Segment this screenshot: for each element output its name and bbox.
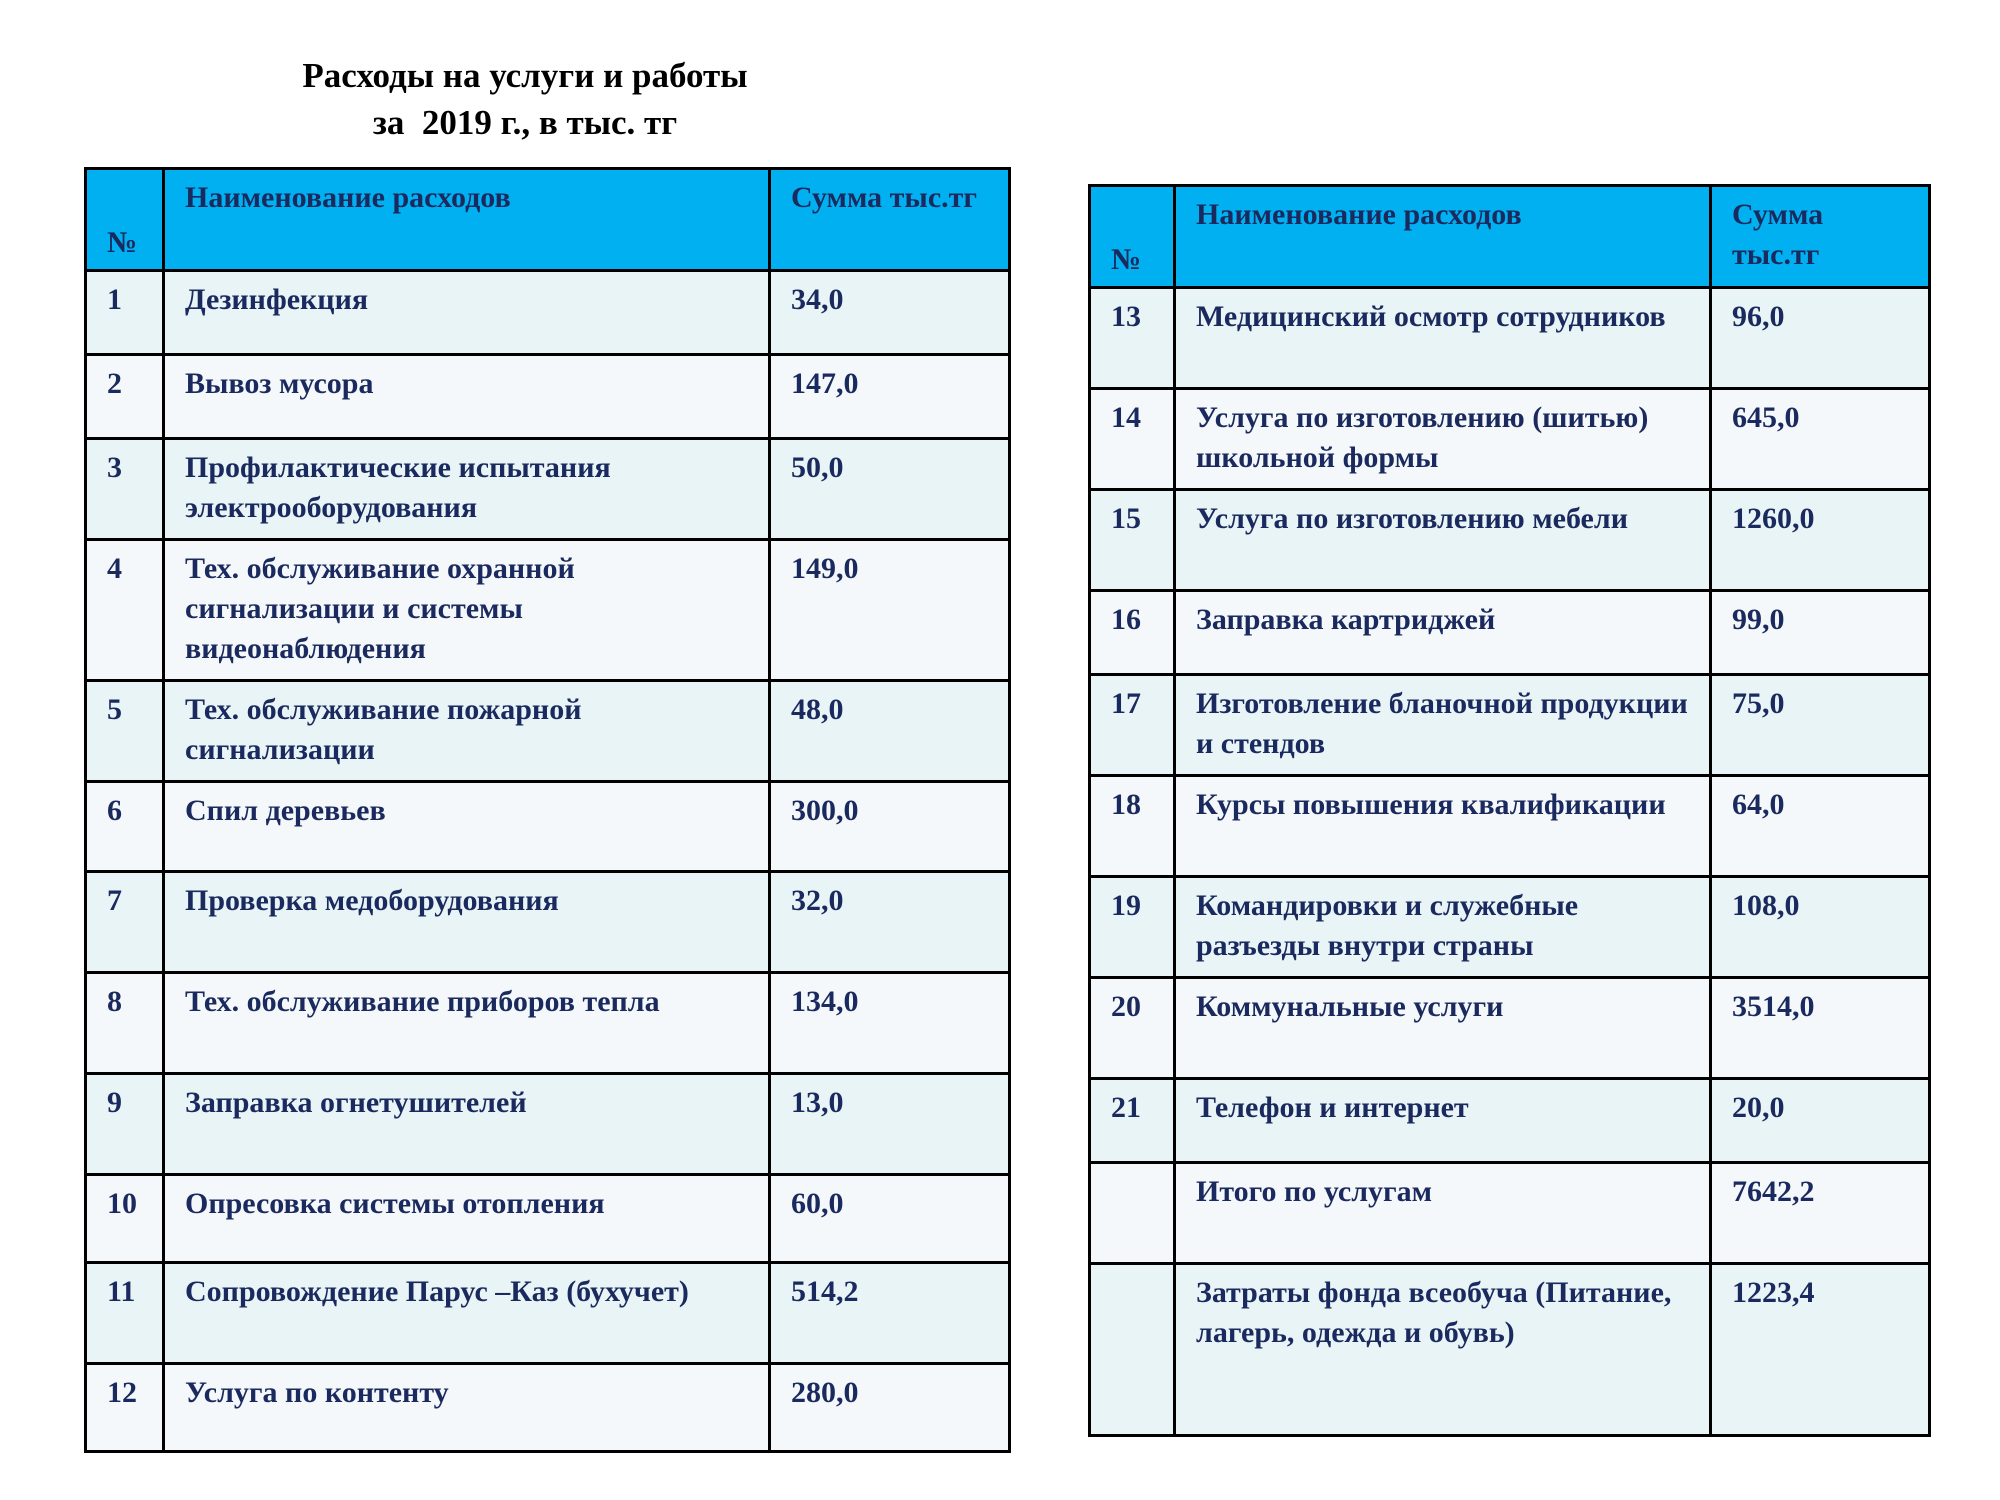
expense-name: Проверка медоборудования <box>164 872 770 973</box>
expense-sum: 60,0 <box>770 1175 1010 1263</box>
expense-name: Затраты фонда всеобуча (Питание, лагерь, одежда и обувь) <box>1175 1264 1711 1436</box>
expense-name: Опресовка системы отопления <box>164 1175 770 1263</box>
table-row <box>1090 978 1930 1079</box>
title-line-1: Расходы на услуги и работы <box>302 56 748 95</box>
page-title <box>220 52 830 146</box>
row-number: 9 <box>86 1074 164 1175</box>
expense-sum: 75,0 <box>1711 675 1930 776</box>
table-row <box>86 355 1010 439</box>
header-sum: Сумма тыс.тг <box>1711 186 1930 288</box>
table-row <box>1090 389 1930 490</box>
expense-name: Курсы повышения квалификации <box>1175 776 1711 877</box>
row-number: 17 <box>1090 675 1175 776</box>
table-row <box>86 782 1010 872</box>
row-number: 19 <box>1090 877 1175 978</box>
table-row <box>1090 1264 1930 1436</box>
expense-sum: 50,0 <box>770 439 1010 540</box>
row-number <box>1090 1264 1175 1436</box>
row-number: 10 <box>86 1175 164 1263</box>
expense-sum: 96,0 <box>1711 288 1930 389</box>
table-row <box>1090 877 1930 978</box>
row-number: 21 <box>1090 1079 1175 1163</box>
row-number: 20 <box>1090 978 1175 1079</box>
expense-name: Услуга по изготовлению (шитью) школьной формы <box>1175 389 1711 490</box>
expense-sum: 20,0 <box>1711 1079 1930 1163</box>
row-number: 1 <box>86 271 164 355</box>
expense-name: Услуга по изготовлению мебели <box>1175 490 1711 591</box>
expense-name: Медицинский осмотр сотрудников <box>1175 288 1711 389</box>
expense-sum: 134,0 <box>770 973 1010 1074</box>
table-row <box>1090 1079 1930 1163</box>
expense-sum: 147,0 <box>770 355 1010 439</box>
expense-sum: 34,0 <box>770 271 1010 355</box>
expense-sum: 7642,2 <box>1711 1163 1930 1264</box>
row-number: 18 <box>1090 776 1175 877</box>
expenses-table-right <box>1088 184 1931 1437</box>
row-number: 7 <box>86 872 164 973</box>
expense-name: Итого по услугам <box>1175 1163 1711 1264</box>
header-no: № <box>1090 186 1175 288</box>
expense-name: Вывоз мусора <box>164 355 770 439</box>
row-number: 15 <box>1090 490 1175 591</box>
table-row <box>86 1074 1010 1175</box>
expense-name: Тех. обслуживание охранной сигнализации и системы видеонаблюдения <box>164 540 770 681</box>
row-number: 16 <box>1090 591 1175 675</box>
header-no: № <box>86 169 164 271</box>
table-row <box>1090 490 1930 591</box>
table-row <box>86 439 1010 540</box>
table-header-row <box>1090 186 1930 288</box>
table-row <box>1090 675 1930 776</box>
table-row <box>86 1263 1010 1364</box>
table-row <box>86 872 1010 973</box>
expense-name: Телефон и интернет <box>1175 1079 1711 1163</box>
expense-sum: 280,0 <box>770 1364 1010 1452</box>
table-header-row <box>86 169 1010 271</box>
left-table-body <box>86 271 1010 1452</box>
expense-name: Сопровождение Парус –Каз (бухучет) <box>164 1263 770 1364</box>
table-row <box>86 271 1010 355</box>
expense-sum: 3514,0 <box>1711 978 1930 1079</box>
expense-name: Услуга по контенту <box>164 1364 770 1452</box>
row-number: 2 <box>86 355 164 439</box>
expense-sum: 514,2 <box>770 1263 1010 1364</box>
row-number: 6 <box>86 782 164 872</box>
row-number: 3 <box>86 439 164 540</box>
expense-name: Профилактические испытания электрооборудования <box>164 439 770 540</box>
expense-name: Заправка огнетушителей <box>164 1074 770 1175</box>
expense-sum: 108,0 <box>1711 877 1930 978</box>
expense-sum: 99,0 <box>1711 591 1930 675</box>
expense-name: Коммунальные услуги <box>1175 978 1711 1079</box>
expense-name: Заправка картриджей <box>1175 591 1711 675</box>
row-number: 5 <box>86 681 164 782</box>
expense-sum: 1223,4 <box>1711 1264 1930 1436</box>
expense-sum: 64,0 <box>1711 776 1930 877</box>
table-row <box>1090 1163 1930 1264</box>
right-table-body <box>1090 288 1930 1436</box>
row-number: 11 <box>86 1263 164 1364</box>
expense-sum: 300,0 <box>770 782 1010 872</box>
expenses-table-left <box>84 167 1011 1453</box>
expense-sum: 13,0 <box>770 1074 1010 1175</box>
row-number: 4 <box>86 540 164 681</box>
expense-sum: 1260,0 <box>1711 490 1930 591</box>
table-row <box>86 1364 1010 1452</box>
header-sum: Сумма тыс.тг <box>770 169 1010 271</box>
expense-name: Дезинфекция <box>164 271 770 355</box>
row-number: 14 <box>1090 389 1175 490</box>
expense-sum: 32,0 <box>770 872 1010 973</box>
table-row <box>86 1175 1010 1263</box>
row-number: 12 <box>86 1364 164 1452</box>
table-row <box>86 540 1010 681</box>
expense-name: Тех. обслуживание пожарной сигнализации <box>164 681 770 782</box>
table-row <box>86 973 1010 1074</box>
expense-name: Изготовление бланочной продукции и стендов <box>1175 675 1711 776</box>
expense-name: Тех. обслуживание приборов тепла <box>164 973 770 1074</box>
header-name: Наименование расходов <box>164 169 770 271</box>
expense-sum: 645,0 <box>1711 389 1930 490</box>
expense-name: Спил деревьев <box>164 782 770 872</box>
row-number: 13 <box>1090 288 1175 389</box>
expense-sum: 48,0 <box>770 681 1010 782</box>
expense-sum: 149,0 <box>770 540 1010 681</box>
row-number <box>1090 1163 1175 1264</box>
table-row <box>1090 776 1930 877</box>
row-number: 8 <box>86 973 164 1074</box>
table-row <box>86 681 1010 782</box>
title-line-2: за 2019 г., в тыс. тг <box>372 103 678 142</box>
header-name: Наименование расходов <box>1175 186 1711 288</box>
expense-name: Командировки и служебные разъезды внутри страны <box>1175 877 1711 978</box>
table-row <box>1090 591 1930 675</box>
table-row <box>1090 288 1930 389</box>
